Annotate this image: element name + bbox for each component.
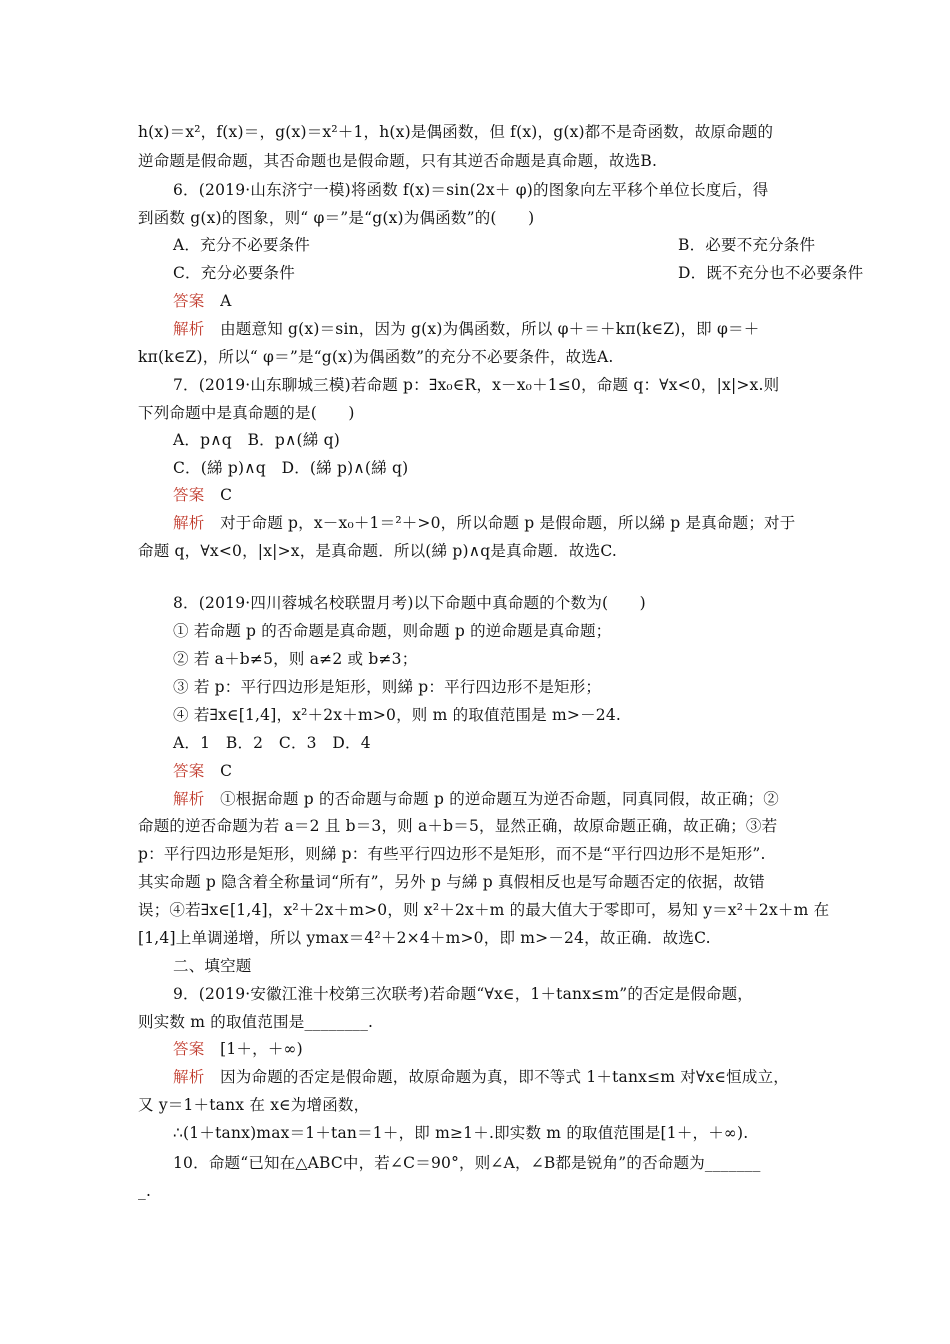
analysis-label: 解析: [173, 514, 205, 532]
analysis-label: 解析: [173, 1068, 205, 1086]
text-line: ∴(1＋tanx)max＝1＋tan＝1＋，即 m≥1＋.即实数 m 的取值范围是[1＋，＋∞).: [173, 1124, 749, 1142]
answer-row: [173, 291, 863, 311]
analysis-row: [173, 319, 863, 339]
question-9-stem: 9．(2019·安徽江淮十校第三次联考)若命题“∀x∈，1＋tanx≤m”的否定是假命题，: [173, 985, 753, 1003]
text-line: kπ(k∈Z)，所以“ φ＝”是“g(x)为偶函数”的充分不必要条件，故选A.: [138, 348, 614, 366]
text-line: [1,4]上单调递增，所以 ymax＝4²＋2×4＋m>0，即 m>－24，故正确．故选C.: [138, 929, 711, 947]
text-line: 其实命题 p 隐含着全称量词“所有”，另外 p 与綈 p 真假相反也是写命题否定的依据，故错: [138, 873, 765, 891]
question-8-stem: 8．(2019·四川蓉城名校联盟月考)以下命题中真命题的个数为( ): [173, 594, 646, 612]
options-row: [173, 263, 864, 283]
option-c: C．充分必要条件: [173, 264, 295, 282]
answer-label: 答案: [173, 1040, 205, 1058]
text-line: 命题 q，∀x<0，|x|>x，是真命题．所以(綈 p)∧q是真命题．故选C.: [138, 542, 617, 560]
options-row: C．(綈 p)∧q D．(綈 p)∧(綈 q): [173, 459, 409, 477]
answer-row: [173, 1039, 863, 1059]
analysis-row: [173, 789, 863, 809]
text-line: 到函数 g(x)的图象，则“ φ＝”是“g(x)为偶函数”的( ): [138, 209, 535, 227]
option-a: A．充分不必要条件: [173, 236, 310, 254]
answer-value: C: [220, 486, 233, 504]
text-line: 则实数 m 的取值范围是________.: [138, 1013, 374, 1031]
question-7-stem: 7．(2019·山东聊城三模)若命题 p：∃x₀∈R，x－x₀＋1≤0，命题 q：∀x<0，|x|>x.则: [173, 376, 780, 394]
answer-row: [173, 761, 863, 781]
text-line: 又 y＝1＋tanx 在 x∈为增函数，: [138, 1096, 370, 1114]
text-line: p：平行四边形是矩形，则綈 p：有些平行四边形不是矩形，而不是“平行四边形不是矩形”.: [138, 845, 766, 863]
statement-1: ① 若命题 p 的否命题是真命题，则命题 p 的逆命题是真命题；: [173, 622, 612, 640]
question-6-stem: 6．(2019·山东济宁一模)将函数 f(x)＝sin(2x＋ φ)的图象向左平移个单位长度后，得: [173, 181, 769, 199]
statement-4: ④ 若∃x∈[1,4]，x²＋2x＋m>0，则 m 的取值范围是 m>－24.: [173, 706, 622, 724]
statement-2: ② 若 a＋b≠5，则 a≠2 或 b≠3；: [173, 650, 418, 668]
question-10-stem: 10．命题“已知在△ABC中，若∠C＝90°，则∠A，∠B都是锐角”的否命题为_______: [173, 1154, 761, 1172]
analysis-row: [173, 1067, 863, 1087]
answer-label: 答案: [173, 762, 205, 780]
analysis-label: 解析: [173, 320, 205, 338]
text-line: _.: [138, 1182, 152, 1200]
options-row: A．1 B．2 C．3 D．4: [173, 734, 371, 752]
options-row: A．p∧q B．p∧(綈 q): [173, 431, 340, 449]
answer-value: [1＋，＋∞): [220, 1040, 303, 1058]
answer-label: 答案: [173, 292, 205, 310]
analysis-label: 解析: [173, 790, 205, 808]
analysis-text: 由题意知 g(x)＝sin，因为 g(x)为偶函数，所以 φ＋＝＋kπ(k∈Z)，即 φ＝＋: [220, 320, 760, 338]
text-line: 误；④若∃x∈[1,4]，x²＋2x＋m>0，则 x²＋2x＋m 的最大值大于零即可，易知 y＝x²＋2x＋m 在: [138, 901, 830, 919]
analysis-text: 因为命题的否定是假命题，故原命题为真，即不等式 1＋tanx≤m 对∀x∈恒成立，: [220, 1068, 789, 1086]
option-d: D．既不充分也不必要条件: [678, 264, 864, 282]
text-line: 逆命题是假命题，其否命题也是假命题，只有其逆否命题是真命题，故选B.: [138, 152, 658, 170]
analysis-text: 对于命题 p，x－x₀＋1＝²＋>0，所以命题 p 是假命题，所以綈 p 是真命题；对于: [220, 514, 796, 532]
analysis-row: [173, 513, 863, 533]
section-heading: 二、填空题: [173, 957, 252, 975]
answer-value: C: [220, 762, 233, 780]
option-b: B．必要不充分条件: [678, 236, 816, 254]
statement-3: ③ 若 p：平行四边形是矩形，则綈 p：平行四边形不是矩形；: [173, 678, 602, 696]
text-line: h(x)＝x²，f(x)＝，g(x)＝x²＋1，h(x)是偶函数，但 f(x)，g(x)都不是奇函数，故原命题的: [138, 123, 774, 141]
text-line: 命题的逆否命题为若 a＝2 且 b＝3，则 a＋b＝5，显然正确，故原命题正确，故正确；③若: [138, 817, 778, 835]
options-row: [173, 235, 823, 255]
text-line: 下列命题中是真命题的是( ): [138, 404, 355, 422]
analysis-text: ①根据命题 p 的否命题与命题 p 的逆命题互为逆否命题，同真同假，故正确；②: [220, 790, 779, 808]
answer-row: [173, 485, 863, 505]
answer-value: A: [220, 292, 232, 310]
answer-label: 答案: [173, 486, 205, 504]
